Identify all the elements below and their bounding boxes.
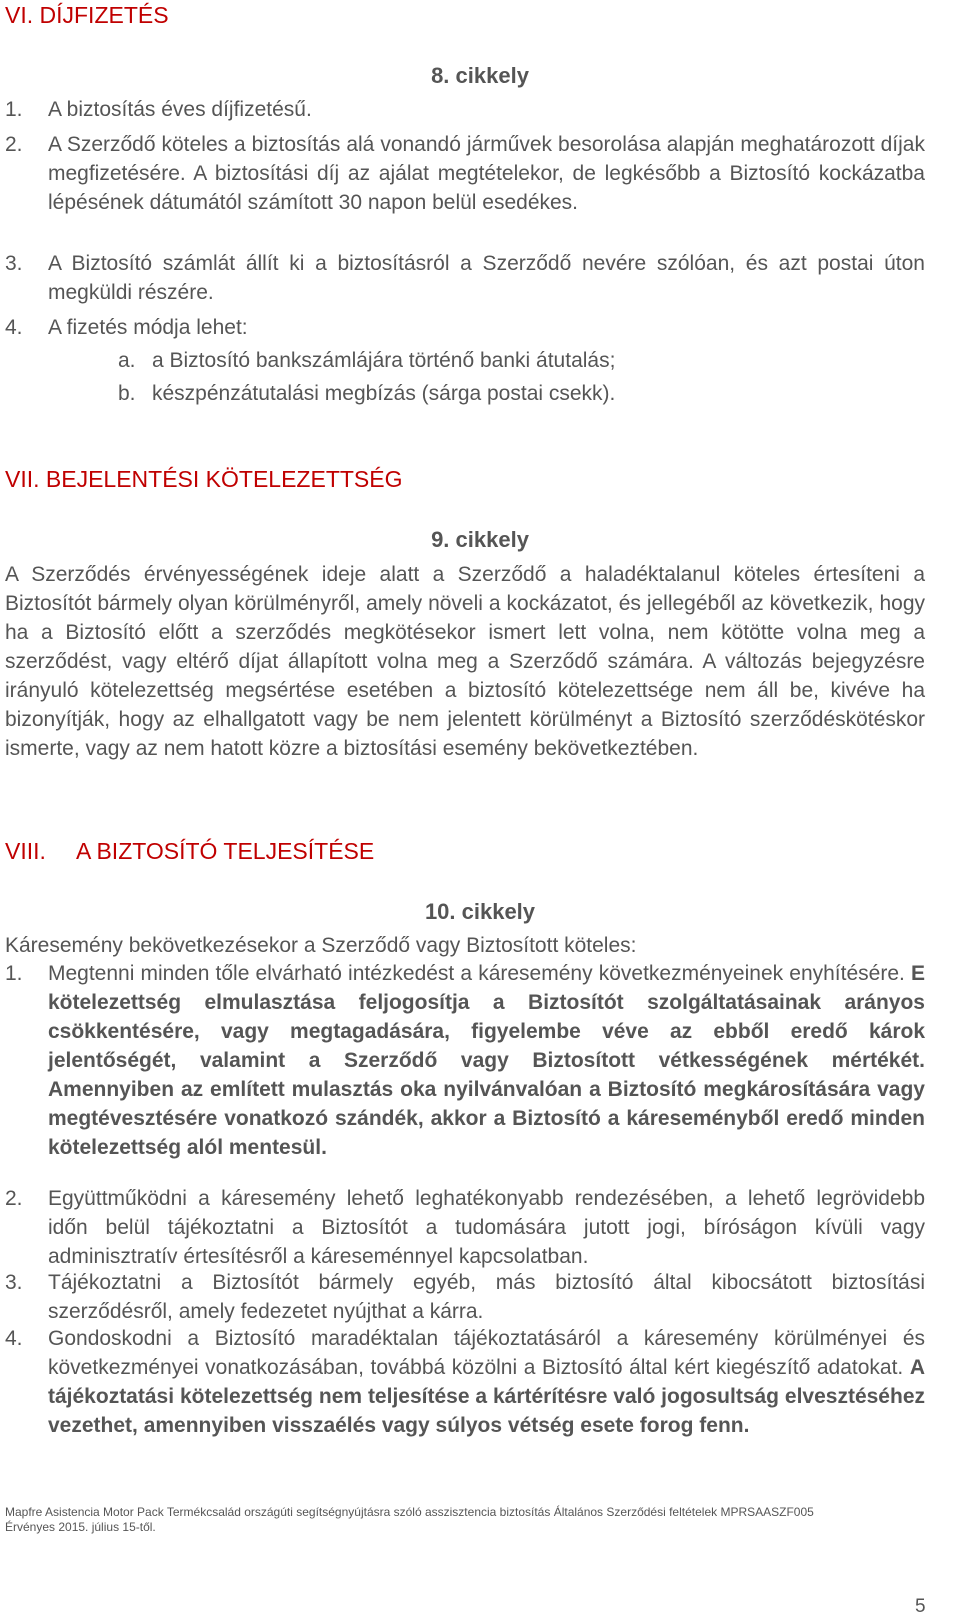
paragraph-intro: Káresemény bekövetkezésekor a Szerződő vagy Biztosított köteles: — [5, 934, 637, 957]
footer-line-1: Mapfre Asistencia Motor Pack Termékcsalád országúti segítségnyújtásra szóló asszisztencia biztosítás Általános Szerződési feltételek MPRSAASZF005 — [5, 1505, 814, 1519]
list-item-emphasis: E kötelezettség elmulasztása feljogosítja a Biztosítót szolgáltatásainak arányos csökkentésére, vagy megtagadására, figyelembe véve az ebből eredő károk jelentőségét, valamint a Szerződő vagy Biztosított vétkességének mértékét. Amennyiben az említett mulasztás oka nyilvánvalóan a Biztosító megkárosítására vagy megtévesztésére vonatkozó szándék, akkor a Biztosító a káreseményből eredő minden kötelezettség alól mentesül. — [48, 962, 925, 1159]
list-item-text: Tájékoztatni a Biztosítót bármely egyéb, más biztosító által kibocsátott biztosítási szerződésről, amely fedezetet nyújthat a kárra. — [48, 1271, 925, 1323]
sublist-item-letter: b. — [118, 382, 136, 405]
list-item-number: 1. — [5, 98, 23, 121]
list-item-number: 2. — [5, 1187, 23, 1210]
list-item-text: A biztosítás éves díjfizetésű. — [48, 98, 312, 121]
list-item-number: 3. — [5, 1271, 23, 1294]
list-item-text: Együttműködni a káresemény lehető leghatékonyabb rendezésében, a lehető legrövidebb időn belül tájékoztatni a Biztosítót a tudomására jutott jogi, bíróságon kívüli vagy adminisztratív értesítésről a káreseménnyel kapcsolatban. — [48, 1187, 925, 1268]
section-heading-vii: VII. BEJELENTÉSI KÖTELEZETTSÉG — [5, 466, 403, 492]
list-item-number: 4. — [5, 1327, 23, 1350]
list-item-text: A Biztosító számlát állít ki a biztosításról a Szerződő nevére szólóan, és azt postai úton megküldi részére. — [48, 252, 925, 304]
page-number: 5 — [915, 1596, 926, 1617]
article-heading-10: 10. cikkely — [424, 899, 536, 924]
article-heading-8: 8. cikkely — [431, 63, 529, 88]
sublist-item-text: a Biztosító bankszámlájára történő banki átutalás; — [152, 349, 616, 372]
list-item-plain: Gondoskodni a Biztosító maradéktalan tájékoztatásáról a káresemény körülményei és következményei vonatkozásában, továbbá közölni a Biztosító által kért kiegészítő adatokat. — [48, 1327, 925, 1379]
sublist-item-letter: a. — [118, 349, 136, 372]
list-item-text — [48, 1324, 925, 1440]
list-item-text: A Szerződő köteles a biztosítás alá vonandó járművek besorolása alapján meghatározott díjak megfizetésére. A biztosítási díj az ajálat megtételekor, de legkésőbb a Biztosító kockázatba lépésének dátumától számított 30 napon belül esedékes. — [48, 133, 925, 214]
article-heading-9: 9. cikkely — [431, 527, 529, 552]
sublist-item-text: készpénzátutalási megbízás (sárga postai csekk). — [152, 382, 616, 405]
list-item-number: 4. — [5, 316, 23, 339]
section-heading-viii: A BIZTOSÍTÓ TELJESÍTÉSE — [76, 838, 375, 864]
list-item-text: A fizetés módja lehet: — [48, 316, 248, 339]
list-item-emphasis: A tájékoztatási kötelezettség nem teljesítése a kártérítésre való jogosultság elvesztéséhez vezethet, amennyiben visszaélés vagy súlyos vétség esete forog fenn. — [48, 1356, 925, 1437]
list-item-number: 2. — [5, 133, 23, 156]
paragraph: A Szerződés érvényességének ideje alatt a Szerződő a haladéktalanul köteles értesíteni a Biztosítót bármely olyan körülményről, amely növeli a kockázatot, és jellegéből az következik, hogy ha a Biztosító előtt a szerződés megkötésekor ismert lett volna, nem kötötte volna meg a szerződést, vagy eltérő díjat állapított volna meg a Szerződő számára. A változás bejegyzésre irányuló kötelezettség megsértése esetében a biztosító kötelezettsége nem áll be, kivéve ha bizonyítják, hogy az elhallgatott vagy be nem jelentett körülményt a Biztosító szerződéskötéskor ismerte, vagy az nem hatott közre a biztosítási esemény bekövetkeztében. — [5, 563, 925, 760]
list-item-number: 3. — [5, 252, 23, 275]
section-heading-viii-number: VIII. — [5, 838, 46, 864]
list-item-number: 1. — [5, 962, 23, 985]
list-item-plain: Megtenni minden tőle elvárható intézkedést a káresemény következményeinek enyhítésére. — [48, 962, 905, 985]
list-item-text — [48, 959, 925, 1162]
section-heading-vi: VI. DÍJFIZETÉS — [5, 2, 169, 28]
footer-line-2: Érvényes 2015. július 15-től. — [5, 1520, 156, 1534]
